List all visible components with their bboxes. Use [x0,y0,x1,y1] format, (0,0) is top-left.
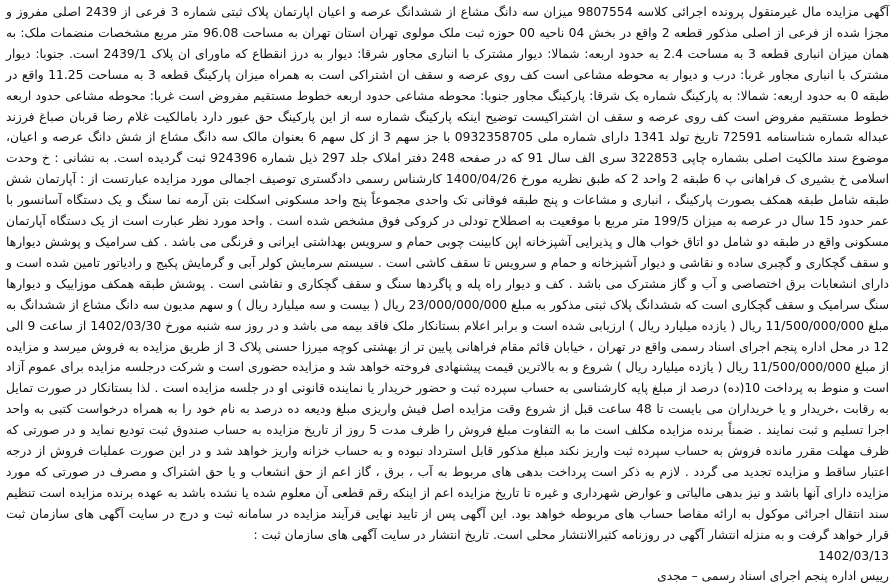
notice-body-text: آگهی مزایده مال غیرمنقول پرونده اجرائی کلاسه 9807554 میزان سه دانگ مشاع از ششدانگ عرصه و اعیان اپارتمان پلاک ثبتی شماره 3 فرعی از 2439 اصلی مفروز و مجزا شده از فرعی از اصلی مذکور قطعه 2 واقع در بخش 04 ناحیه 00 حوزه ثبت ملک مولوی تهران استان تهران به مساحت 96.08 متر مربع مشخصات منضمات ملک: به همان میزان انباری قطعه 3 به مساحت 2.4 به حدود اربعه: شمالا: دیوار مشترک با انباری مجاور شرقا: دیوار به درز انقطاع که ماورای ان پلاک 2439/1 است. جنوبا: دیوار مشترک با انباری مجاور غربا: درب و دیوار به محوطه مشاعی است کف روی عرصه و سقف ان اشتراکی است به همراه میزان پارکینگ قطعه 3 به مساحت 11.25 واقع در طبقه 0 به حدود اربعه: شمالا: به پارکینگ شماره یک شرقا: پارکینگ مجاور جنوبا: محوطه مشاعی حدود اربعه خطوط مستقیم مفروض است غربا: محوطه مشاعی حدود اربعه خطوط مستقیم مفروض است کف روی عرصه و سقف ان اشتراکیست توضیح اینکه پارکینگ شماره سه از این پارکینگ حق عبور دارد بامالکیت غلام رضا قربان صباغ فرزند عبداله شماره شناسنامه 72591 تاریخ تولد 1341 دارای شماره ملی 0932358705 با جز سهم 3 از کل سهم 6 بعنوان مالک سه دانگ مشاع از شش دانگ عرصه و اعیان، موضوع سند مالکیت اصلی بشماره چاپی 322853 سری الف سال 91 که در صفحه 248 دفتر املاک جلد 297 ذیل شماره 924396 ثبت گردیده است. به نشانی : خ وحدت اسلامی خ بشیری ک فراهانی پ 6 طبقه 2 واحد 2 که طبق نظریه مورخ 1400/04/26 کارشناس رسمی دادگستری توصیف اجمالی مورد مزایده عبارتست از : آپارتمان شش طبقه شامل طبقه همکف بصورت پارکینگ ، انباری و مشاعات و پنج طبقه فوقانی تک واحدی مجموعاً پنج واحد مسکونی اسکلت بتن آرمه نما سنگ و یک دستگاه آسانسور با عمر حدود 15 سال در عرصه به میزان 199/5 متر مربع با موقعیت به اصطلاح تودلی در کروکی فوق مشخص شده است . واحد مورد نظر عبارت است از یک دستگاه آپارتمان مسکونی واقع در طبقه دو شامل دو اتاق خواب هال و پذیرایی آشپزخانه اپن کابینت چوبی حمام و سرویس بهداشتی ایرانی و فرنگی می باشد . کف سرامیک و پوشش دیوارها و سقف گچکاری و گچبری ساده و نقاشی و دیوار آشپزخانه و حمام و سرویس تا سقف کاشی است . سیستم سرمایش کولر آبی و گرمایش پکیج و رادیاتور تامین شده است و دارای انشعابات برق اختصاصی و آب و گاز مشترک می باشد . کف و دیوار راه پله و پاگردها سنگ و سقف گچکاری و نقاشی است . پوشش طبقه همکف موزاییک و دیوارها سنگ سرامیک و سقف گچکاری است که ششدانگ پلاک ثبتی مذکور به مبلغ 23/000/000/000 ریال ( بیست و سه میلیارد ریال ) و سهم مدیون سه دانگ مشاع از ششدانگ به مبلغ 11/500/000/000 ریال ( یازده میلیارد ریال ) ارزیابی شده است و برابر اعلام بستانکار ملک فاقد بیمه می باشد و در روز سه شنبه مورخ 1402/03/30 از ساعت 9 الی 12 در محل اداره پنجم اجرای اسناد رسمی واقع در تهران ، خیابان قائم مقام فراهانی پایین تر از بهشتی کوچه میرزا حسنی پلاک 3 از طریق مزایده به فروش میرسد و مزایده از مبلغ 11/500/000/000 ریال ( یازده میلیارد ریال ) شروع و به بالاترین قیمت پیشنهادی فروخته خواهد شد و مزایده حضوری است و شرکت درجلسه مزایده برای عموم آزاد است و منوط به پرداخت 10(ده) درصد از مبلغ پایه کارشناسی به حساب سپرده ثبت و حضور خریدار یا نماینده قانونی او در جلسه مزایده است . لذا بستانکار در صورت تمایل به رقابت ،خریدار و یا خریداران می بایست تا 48 ساعت قبل از شروع وقت مزایده اصل فیش واریزی مبلغ ودیعه ده درصد به نام خود را به همراه درخواست کتبی به واحد اجرا تسلیم و ثبت نمایند . ضمناً برنده مزایده مکلف است ما به التفاوت مبلغ فروش را ظرف مدت 5 روز از تاریخ مزایده به حساب صندوق ثبت تودیع نماید و در صورتی که ظرف مهلت مقرر مانده فروش به حساب سپرده ثبت واریز نکند مبلغ مذکور قابل استرداد نبوده و به حساب خزانه واریز خواهد شد و در این صورت عملیات فروش از درجه اعتبار ساقط و مزایده تجدید می گردد . لازم به ذکر است پرداخت بدهی های مربوط به آب ، برق ، گاز اعم از حق انشعاب و یا حق اشتراک و مصرف در صورتی که مورد مزایده دارای آنها باشد و نیز بدهی مالیاتی و عوارض شهرداری و غیره تا تاریخ مزایده اعم از اینکه رقم قطعی آن معلوم شده یا نشده باشد به عهده برنده مزایده است تنظیم سند انتقال اجرائی موکول به ارائه مفاصا حساب های مربوطه خواهد بود. این آگهی پس از تایید نهایی فرآیند مزایده در سامانه ثبت و درج در سایت آگهی های سازمان ثبت قرار خواهد گرفت و به منزله انتشار آگهی در روزنامه کثیرالانتشار محلی است. تاریخ انتشار در سایت آگهی های سازمان ثبت : [6,5,890,542]
signature-line: رییس اداره پنجم اجرای اسناد رسمی – مجدی [657,569,889,584]
publication-date: 1402/03/13 [818,548,889,563]
